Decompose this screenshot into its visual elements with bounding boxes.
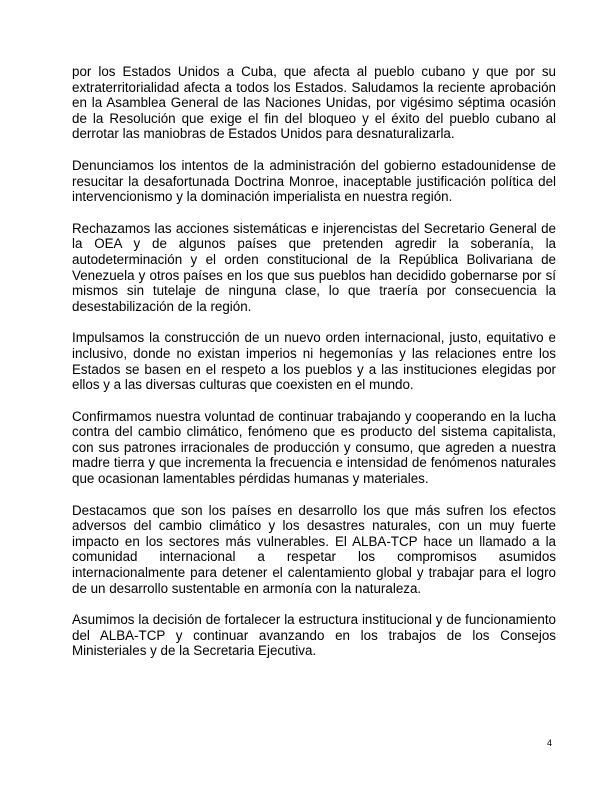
paragraph-estructura-institucional: Asumimos la decisión de fortalecer la estructura institucional y de funcionamiento del ALBA-TCP y continuar avanzando en los trabajos de los Consejos Ministeriales y de la Secretaria Ejecutiva.	[72, 612, 556, 659]
paragraph-bloqueo: por los Estados Unidos a Cuba, que afecta al pueblo cubano y que por su extraterritorialidad afecta a todos los Estados. Saludamos la reciente aprobación en la Asamblea General de las Naciones Unidas, por vigésimo séptima ocasión de la Resolución que exige el fin del bloqueo y el éxito del pueblo cubano al derrotar las maniobras de Estados Unidos para desnaturalizarla.	[72, 64, 556, 142]
document-body	[72, 64, 556, 675]
paragraph-cambio-climatico: Confirmamos nuestra voluntad de continuar trabajando y cooperando en la lucha contra del cambio climático, fenómeno que es producto del sistema capitalista, con sus patrones irracionales de producción y consumo, que agreden a nuestra madre tierra y que incrementa la frecuencia e intensidad de fenómenos naturales que ocasionan lamentables pérdidas humanas y materiales.	[72, 408, 556, 487]
paragraph-orden-internacional: Impulsamos la construcción de un nuevo orden internacional, justo, equitativo e inclusivo, donde no existan imperios ni hegemonías y las relaciones entre los Estados se basen en el respeto a los pueblos y a las instituciones elegidas por ellos y a las diversas culturas que coexisten en el mundo.	[72, 330, 556, 393]
page-number: 4	[546, 738, 552, 748]
paragraph-doctrina-monroe: Denunciamos los intentos de la administración del gobierno estadounidense de resucitar la desafortunada Doctrina Monroe, inaceptable justificación política del intervencionismo y la dominación imperialista en nuestra región.	[72, 157, 556, 205]
paragraph-oea: Rechazamos las acciones sistemáticas e injerencistas del Secretario General de la OEA y de algunos países que pretenden agredir la soberanía, la autodeterminación y el orden constitucional de la República Bolivariana de Venezuela y otros países en los que sus pueblos han decidido gobernarse por sí mismos sin tutelaje de ninguna clase, lo que traería por consecuencia la desestabilización de la región.	[72, 220, 556, 314]
paragraph-paises-desarrollo: Destacamos que son los países en desarrollo los que más sufren los efectos adversos del cambio climático y los desastres naturales, con un muy fuerte impacto en los sectores más vulnerables. El ALBA-TCP hace un llamado a la comunidad internacional a respetar los compromisos asumidos internacionalmente para detener el calentamiento global y trabajar para el logro de un desarrollo sustentable en armonía con la naturaleza.	[72, 502, 556, 596]
